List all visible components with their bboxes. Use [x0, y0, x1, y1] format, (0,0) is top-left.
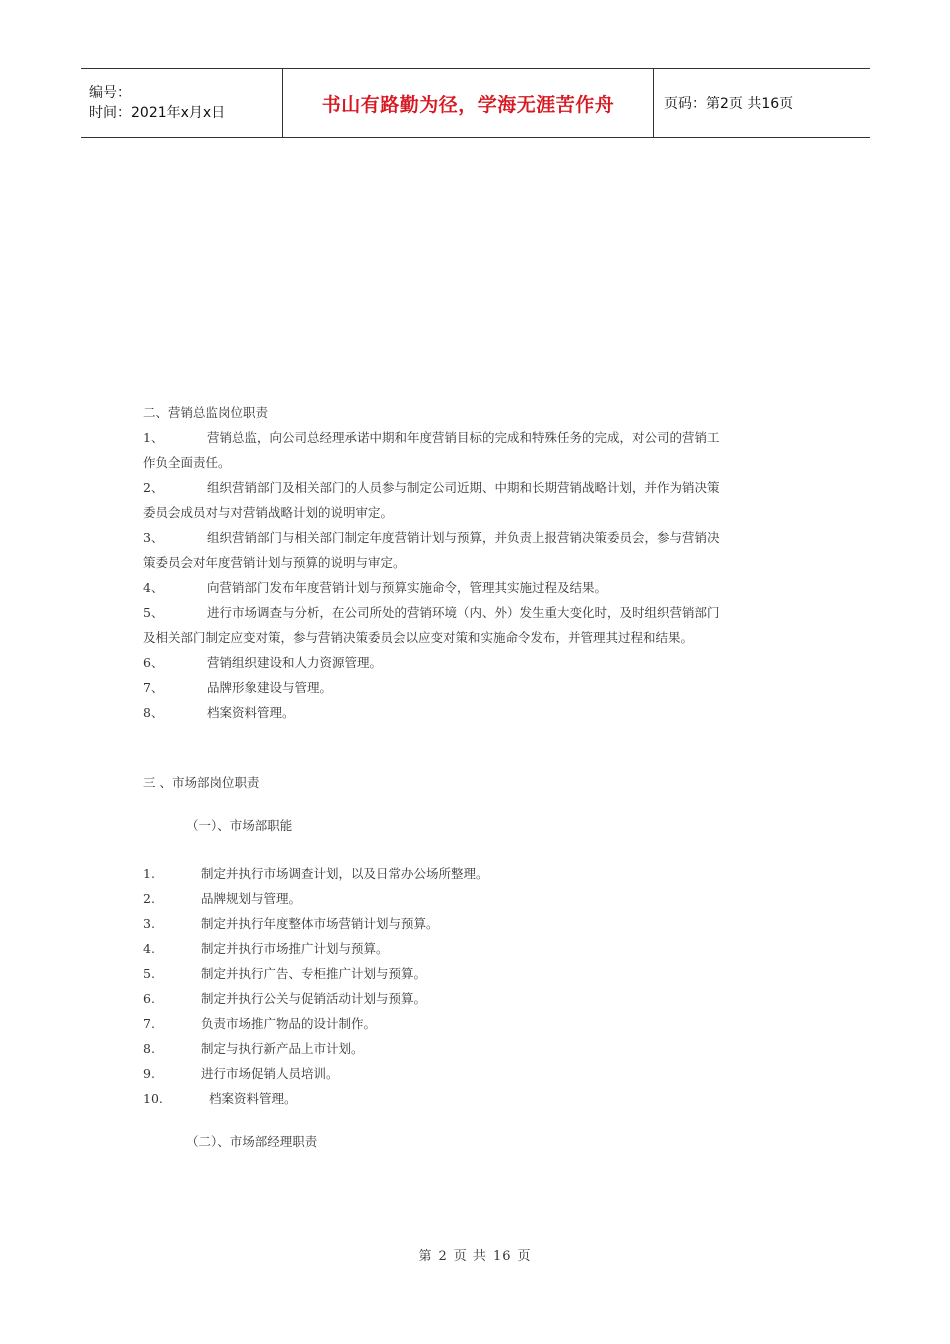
- item-text: 档案资料管理。: [207, 705, 295, 720]
- list-item: [143, 886, 803, 911]
- item-number: 6.: [143, 991, 155, 1006]
- item-number: 1.: [143, 866, 155, 881]
- item-text: 进行市场调查与分析，在公司所处的营销环境（内、外）发生重大变化时，及时组织营销部门: [207, 605, 720, 620]
- header-meta: [81, 69, 282, 137]
- footer-prefix: 第: [418, 1249, 433, 1264]
- item-text: 营销总监，向公司总经理承诺中期和年度营销目标的完成和特殊任务的完成，对公司的营销工: [207, 430, 720, 445]
- spacer: [143, 838, 803, 861]
- item-text: 负责市场推广物品的设计制作。: [201, 1016, 377, 1031]
- item-text: 制定并执行广告、专柜推广计划与预算。: [201, 966, 427, 981]
- item-text: 品牌规划与管理。: [201, 891, 302, 906]
- footer-mid: 页 共: [453, 1249, 487, 1264]
- list-item: [143, 675, 803, 700]
- item-number: 7、: [143, 680, 164, 695]
- list-item: [143, 911, 803, 936]
- list-item: [143, 1011, 803, 1036]
- footer-total-pages: 16: [492, 1249, 512, 1264]
- list-item: [143, 986, 803, 1011]
- subsection-2-title: （二）、市场部经理职责: [186, 1134, 318, 1149]
- document-body: [143, 400, 803, 1154]
- time-label: 时间：2021年x月x日: [89, 105, 226, 121]
- item-text: 组织营销部门及相关部门的人员参与制定公司近期、中期和长期营销战略计划，并作为销决策: [207, 480, 720, 495]
- list-item: [143, 861, 803, 886]
- list-item: [143, 700, 803, 725]
- item-text: 制定并执行市场推广计划与预算。: [201, 941, 389, 956]
- item-number: 2.: [143, 891, 155, 906]
- item-text: 制定与执行新产品上市计划。: [201, 1041, 364, 1056]
- list-item: [143, 475, 803, 525]
- item-text: 向营销部门发布年度营销计划与预算实施命令，管理其实施过程及结果。: [207, 580, 608, 595]
- item-number: 3.: [143, 916, 155, 931]
- list-item: [143, 1086, 803, 1111]
- header-motto: 书山有路勤为径，学海无涯苦作舟: [282, 69, 654, 137]
- item-text-cont: 及相关部门制定应变对策，参与营销决策委员会以应变对策和实施命令发布，并管理其过程和结果。: [143, 630, 694, 645]
- list-item: [143, 650, 803, 675]
- list-item: [143, 600, 803, 650]
- item-number: 8、: [143, 705, 164, 720]
- list-item: [143, 1036, 803, 1061]
- item-text: 制定并执行市场调查计划，以及日常办公场所整理。: [201, 866, 489, 881]
- item-number: 5.: [143, 966, 155, 981]
- list-item: [143, 936, 803, 961]
- item-text: 组织营销部门与相关部门制定年度营销计划与预算，并负责上报营销决策委员会，参与营销决: [207, 530, 720, 545]
- item-number: 2、: [143, 480, 164, 495]
- list-item: [143, 425, 803, 475]
- footer-suffix: 页: [517, 1249, 532, 1264]
- list-item: [143, 961, 803, 986]
- item-text: 进行市场促销人员培训。: [201, 1066, 339, 1081]
- spacer: [143, 725, 803, 770]
- item-number: 4.: [143, 941, 155, 956]
- item-number: 9.: [143, 1066, 155, 1081]
- item-text: 制定并执行年度整体市场营销计划与预算。: [201, 916, 439, 931]
- item-number: 10.: [143, 1091, 163, 1106]
- item-number: 1、: [143, 430, 164, 445]
- header-page-info: 页码：第2页 共16页: [664, 96, 794, 112]
- item-number: 7.: [143, 1016, 155, 1031]
- list-item: [143, 1061, 803, 1086]
- item-text: 制定并执行公关与促销活动计划与预算。: [201, 991, 427, 1006]
- item-text-cont: 委员会成员对与对营销战略计划的说明审定。: [143, 505, 394, 520]
- item-text: 营销组织建设和人力资源管理。: [207, 655, 383, 670]
- duties-list: [143, 861, 803, 1111]
- item-number: 4、: [143, 580, 164, 595]
- list-item: [143, 525, 803, 575]
- subsection-1-title: （一）、市场部职能: [186, 818, 293, 833]
- document-header: [81, 68, 870, 138]
- item-text-cont: 策委员会对年度营销计划与预算的说明与审定。: [143, 555, 406, 570]
- item-text: 品牌形象建设与管理。: [207, 680, 333, 695]
- item-text: 档案资料管理。: [209, 1091, 297, 1106]
- section-3-title: 三 、市场部岗位职责: [143, 775, 260, 790]
- item-number: 8.: [143, 1041, 155, 1056]
- section-2-title: 二、营销总监岗位职责: [143, 405, 269, 420]
- item-number: 6、: [143, 655, 164, 670]
- item-number: 3、: [143, 530, 164, 545]
- list-item: [143, 575, 803, 600]
- footer-page-number: 2: [438, 1249, 448, 1264]
- item-text-cont: 作负全面责任。: [143, 455, 231, 470]
- page-footer: [0, 1245, 950, 1264]
- item-number: 5、: [143, 605, 164, 620]
- code-label: 编号：: [89, 85, 131, 101]
